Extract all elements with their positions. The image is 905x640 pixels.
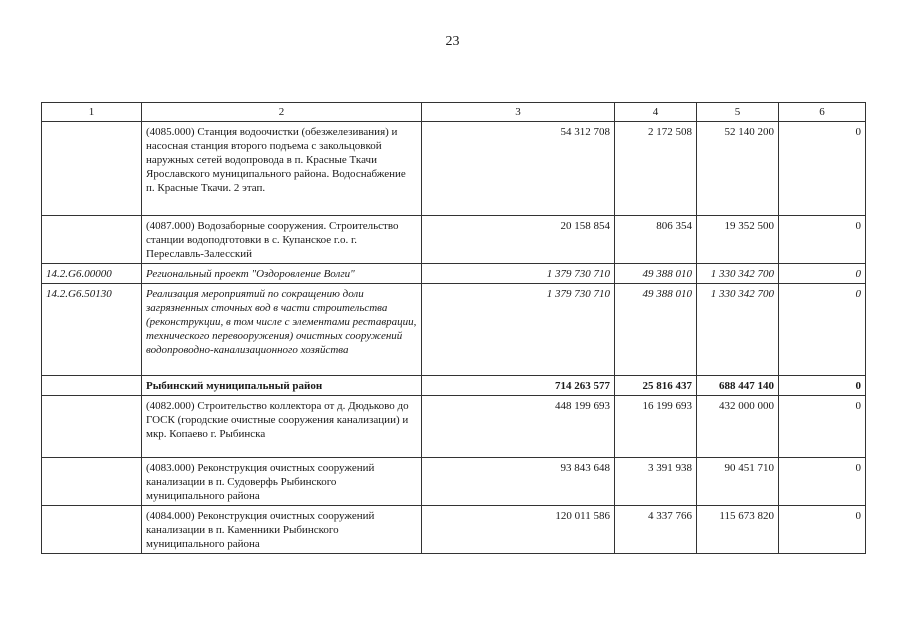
row-total-cell: 448 199 693 <box>422 396 615 458</box>
row-column-5-cell: 19 352 500 <box>697 216 779 264</box>
row-total-cell: 1 379 730 710 <box>422 264 615 284</box>
row-column-5-cell: 52 140 200 <box>697 122 779 216</box>
column-header: 4 <box>615 103 697 122</box>
row-column-6-cell: 0 <box>779 506 866 554</box>
row-total-cell: 54 312 708 <box>422 122 615 216</box>
row-total-cell: 1 379 730 710 <box>422 284 615 376</box>
column-header: 5 <box>697 103 779 122</box>
row-column-4-cell: 49 388 010 <box>615 284 697 376</box>
row-code-cell <box>42 458 142 506</box>
row-code-cell: 14.2.G6.50130 <box>42 284 142 376</box>
row-description-cell: (4083.000) Реконструкция очистных сооружений канализации в п. Судоверфь Рыбинского муниципального района <box>142 458 422 506</box>
row-code-cell <box>42 216 142 264</box>
row-description-cell: (4082.000) Строительство коллектора от д. Дюдьково до ГОСК (городские очистные сооружения канализации) и мкр. Копаево г. Рыбинска <box>142 396 422 458</box>
row-column-6-cell: 0 <box>779 216 866 264</box>
row-total-cell: 93 843 648 <box>422 458 615 506</box>
row-column-4-cell: 3 391 938 <box>615 458 697 506</box>
row-column-4-cell: 2 172 508 <box>615 122 697 216</box>
row-column-6-cell: 0 <box>779 458 866 506</box>
table-row <box>42 458 866 506</box>
row-description-cell: Реализация мероприятий по сокращению доли загрязненных сточных вод в части строительства (реконструкции, в том числе с элементами реставрации, технического перевооружения) очистных сооружений водопроводно-канализационного хозяйства <box>142 284 422 376</box>
table-body <box>42 122 866 554</box>
column-header: 3 <box>422 103 615 122</box>
row-code-cell <box>42 506 142 554</box>
row-total-cell: 120 011 586 <box>422 506 615 554</box>
table-row <box>42 506 866 554</box>
row-column-6-cell: 0 <box>779 122 866 216</box>
table-row <box>42 284 866 376</box>
row-total-cell: 20 158 854 <box>422 216 615 264</box>
column-header: 2 <box>142 103 422 122</box>
row-code-cell: 14.2.G6.00000 <box>42 264 142 284</box>
row-column-5-cell: 432 000 000 <box>697 396 779 458</box>
row-description-cell: (4087.000) Водозаборные сооружения. Строительство станции водоподготовки в с. Купанское г.о. г. Переславль-Залесский <box>142 216 422 264</box>
row-column-5-cell: 1 330 342 700 <box>697 284 779 376</box>
row-column-6-cell: 0 <box>779 376 866 396</box>
row-description-cell: (4085.000) Станция водоочистки (обезжелезивания) и насосная станция второго подъема с закольцовкой наружных сетей водопровода в п. Красные Ткачи Ярославского муниципального района. Водоснабжение п. Красные Ткачи. 2 этап. <box>142 122 422 216</box>
table-row <box>42 376 866 396</box>
page-number: 23 <box>445 34 460 49</box>
row-code-cell <box>42 122 142 216</box>
row-total-cell: 714 263 577 <box>422 376 615 396</box>
table-row <box>42 216 866 264</box>
row-column-4-cell: 49 388 010 <box>615 264 697 284</box>
row-column-5-cell: 688 447 140 <box>697 376 779 396</box>
column-header: 1 <box>42 103 142 122</box>
row-description-cell: Рыбинский муниципальный район <box>142 376 422 396</box>
row-column-6-cell: 0 <box>779 396 866 458</box>
budget-table <box>41 102 866 554</box>
row-column-5-cell: 1 330 342 700 <box>697 264 779 284</box>
row-description-cell: Региональный проект "Оздоровление Волги" <box>142 264 422 284</box>
table-header-row <box>42 103 866 122</box>
column-header: 6 <box>779 103 866 122</box>
row-column-4-cell: 16 199 693 <box>615 396 697 458</box>
row-code-cell <box>42 396 142 458</box>
row-column-4-cell: 4 337 766 <box>615 506 697 554</box>
row-column-4-cell: 25 816 437 <box>615 376 697 396</box>
row-column-6-cell: 0 <box>779 284 866 376</box>
table-row <box>42 396 866 458</box>
row-column-5-cell: 90 451 710 <box>697 458 779 506</box>
row-column-4-cell: 806 354 <box>615 216 697 264</box>
table-row <box>42 122 866 216</box>
row-column-6-cell: 0 <box>779 264 866 284</box>
table-row <box>42 264 866 284</box>
row-column-5-cell: 115 673 820 <box>697 506 779 554</box>
row-code-cell <box>42 376 142 396</box>
row-description-cell: (4084.000) Реконструкция очистных сооружений канализации в п. Каменники Рыбинского муниципального района <box>142 506 422 554</box>
